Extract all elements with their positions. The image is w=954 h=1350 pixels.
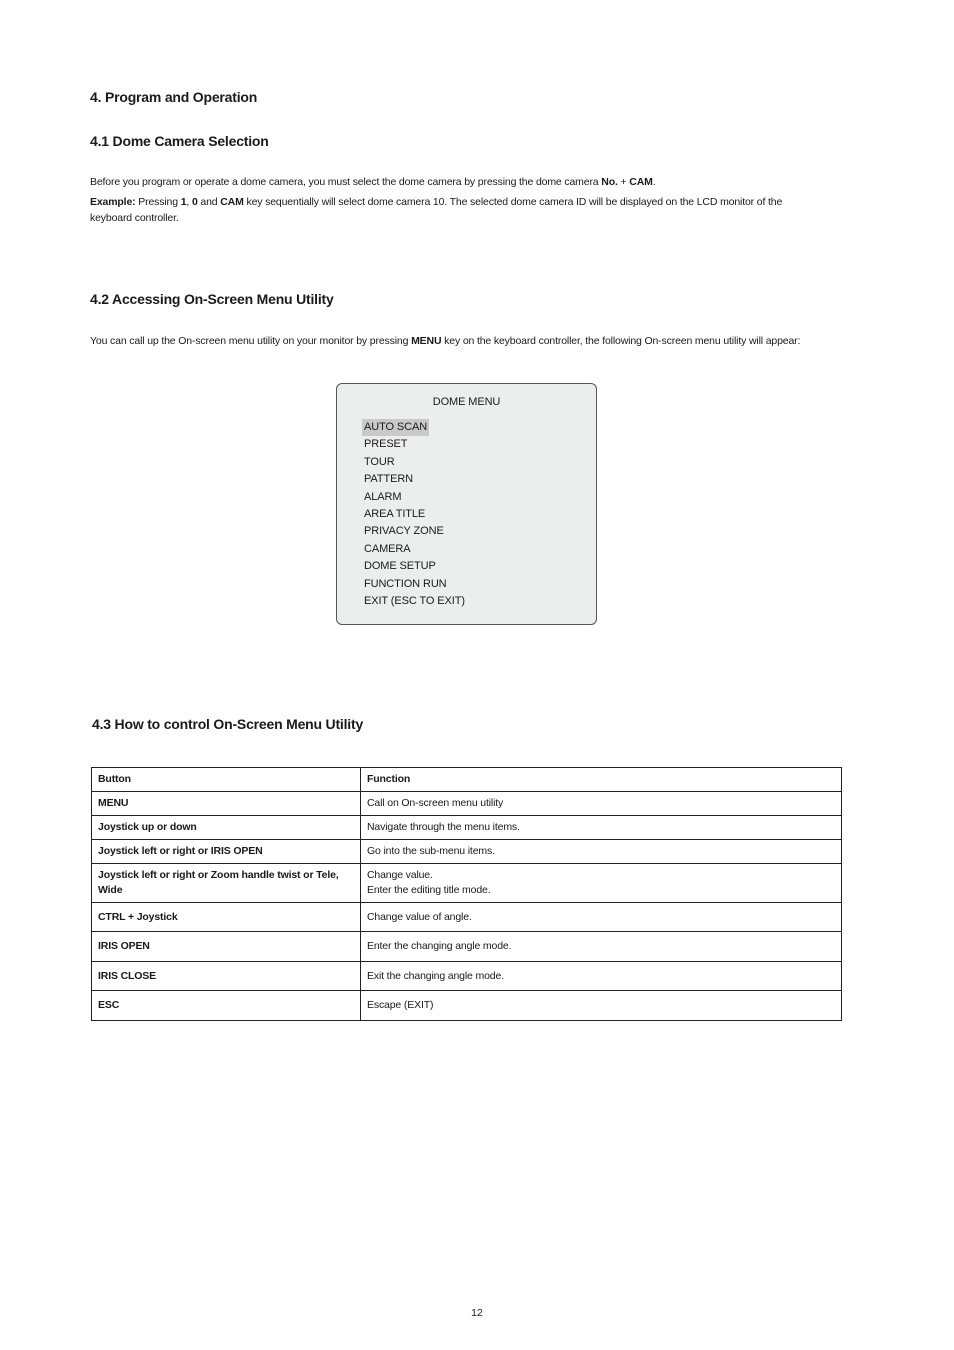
table-row xyxy=(92,903,842,932)
cell-function xyxy=(361,864,842,903)
menu-item-pattern[interactable]: PATTERN xyxy=(364,473,414,486)
table-row xyxy=(92,864,842,903)
menu-item-camera[interactable]: CAMERA xyxy=(364,542,411,555)
cell-button: Joystick left or right or Zoom handle twist or Tele, Wide xyxy=(92,864,361,903)
cell-button: IRIS CLOSE xyxy=(92,962,361,991)
cell-button: Joystick left or right or IRIS OPEN xyxy=(92,840,361,864)
header-function: Function xyxy=(361,768,842,792)
cell-function: Navigate through the menu items. xyxy=(361,816,842,840)
menu-item-area-title[interactable]: AREA TITLE xyxy=(364,507,426,520)
table-row xyxy=(92,840,842,864)
dome-menu-list xyxy=(362,419,467,610)
cell-function: Escape (EXIT) xyxy=(361,991,842,1021)
key-0: 0 xyxy=(191,196,198,208)
cell-function: Go into the sub-menu items. xyxy=(361,840,842,864)
menu-item-exit[interactable]: EXIT (ESC TO EXIT) xyxy=(364,594,465,607)
key-no: No. xyxy=(601,176,618,188)
table-row xyxy=(92,932,842,962)
section-title: 4. Program and Operation xyxy=(90,89,258,105)
function-line: Enter the editing title mode. xyxy=(367,884,491,896)
menu-item-privacy-zone[interactable]: PRIVACY ZONE xyxy=(364,525,444,538)
page-number: 12 xyxy=(471,1307,483,1319)
paragraph-camera-selection xyxy=(90,174,850,190)
cell-function: Enter the changing angle mode. xyxy=(361,932,842,962)
text: key sequentially will select dome camera 10. The selected dome camera ID will be displayed on the LCD monitor of the xyxy=(243,196,783,208)
header-button: Button xyxy=(92,768,361,792)
heading-4-3: 4.3 How to control On-Screen Menu Utility xyxy=(92,716,364,732)
menu-item-dome-setup[interactable]: DOME SETUP xyxy=(364,560,436,573)
function-line: Change value. xyxy=(367,869,433,881)
table-row xyxy=(92,962,842,991)
text: Before you program or operate a dome camera, you must select the dome camera by pressing the dome camera xyxy=(90,176,602,188)
heading-4-2: 4.2 Accessing On-Screen Menu Utility xyxy=(90,291,334,307)
menu-item-function-run[interactable]: FUNCTION RUN xyxy=(364,577,447,590)
cell-function: Change value of angle. xyxy=(361,903,842,932)
cell-function: Call on On-screen menu utility xyxy=(361,792,842,816)
text: and xyxy=(197,196,221,208)
text: . xyxy=(652,176,656,188)
menu-item-alarm[interactable]: ALARM xyxy=(364,490,402,503)
table-row xyxy=(92,991,842,1021)
text: , xyxy=(186,196,192,208)
cell-button: MENU xyxy=(92,792,361,816)
text: key on the keyboard controller, the following On-screen menu utility will appear: xyxy=(441,335,801,347)
paragraph-menu-access xyxy=(90,333,880,349)
menu-item-tour[interactable]: TOUR xyxy=(364,455,395,468)
heading-4-1: 4.1 Dome Camera Selection xyxy=(90,133,269,149)
text: You can call up the On-screen menu utility on your monitor by pressing xyxy=(90,335,412,347)
cell-button: Joystick up or down xyxy=(92,816,361,840)
control-table xyxy=(91,767,842,1021)
dome-menu-title: DOME MENU xyxy=(432,396,501,408)
menu-item-preset[interactable]: PRESET xyxy=(364,438,408,451)
key-cam: CAM xyxy=(629,176,653,188)
paragraph-example xyxy=(90,194,850,226)
key-menu: MENU xyxy=(411,335,442,347)
cell-button: ESC xyxy=(92,991,361,1021)
cell-function: Exit the changing angle mode. xyxy=(361,962,842,991)
text: Pressing xyxy=(135,196,181,208)
table-row xyxy=(92,816,842,840)
cell-button: CTRL + Joystick xyxy=(92,903,361,932)
key-1: 1 xyxy=(180,196,187,208)
example-label: Example: xyxy=(90,196,136,208)
table-header-row xyxy=(92,768,842,792)
key-cam: CAM xyxy=(220,196,244,208)
table-row xyxy=(92,792,842,816)
cell-button: IRIS OPEN xyxy=(92,932,361,962)
dome-menu-panel xyxy=(336,383,597,625)
text: + xyxy=(617,176,630,188)
text: keyboard controller. xyxy=(90,212,179,224)
menu-item-auto-scan[interactable]: AUTO SCAN xyxy=(362,419,429,436)
